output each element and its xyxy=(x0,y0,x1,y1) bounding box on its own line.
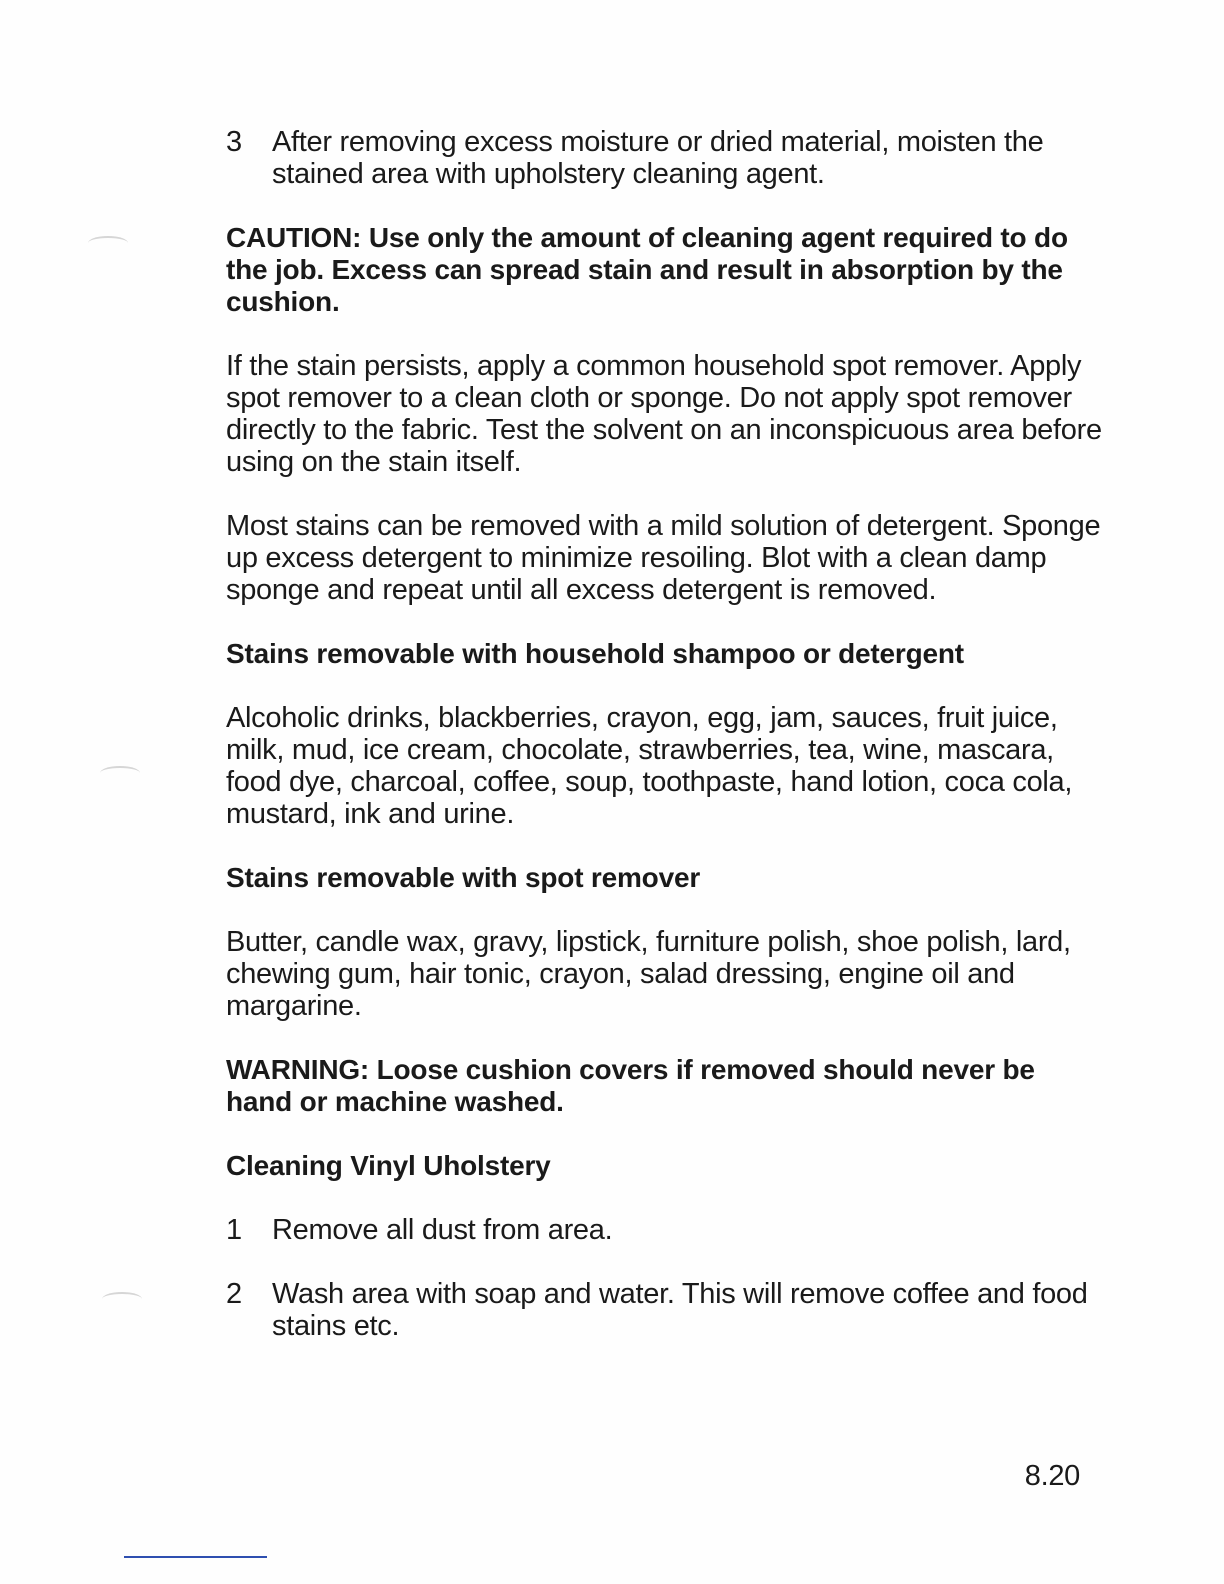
page-number: 8.20 xyxy=(1024,1460,1080,1492)
detergent-paragraph: Most stains can be removed with a mild solution of detergent. Sponge up excess detergent to minimize resoiling. Blot with a clean damp sponge and repeat until all excess detergent is removed. xyxy=(226,510,1101,606)
vinyl-heading: Cleaning Vinyl Uholstery xyxy=(226,1150,551,1181)
spot-remover-heading: Stains removable with spot remover xyxy=(226,862,701,893)
document-body xyxy=(226,126,1106,1342)
step-number: 1 xyxy=(226,1214,242,1246)
shampoo-stain-list: Alcoholic drinks, blackberries, crayon, egg, jam, sauces, fruit juice, milk, mud, ice cream, chocolate, strawberries, tea, wine, mascara, food dye, charcoal, coffee, soup, toothpaste, hand lotion, coca cola, mustard, ink and urine. xyxy=(226,702,1073,830)
step-text: Wash area with soap and water. This will remove coffee and food stains etc. xyxy=(272,1278,1088,1342)
spot-remover-paragraph: If the stain persists, apply a common household spot remover. Apply spot remover to a clean cloth or sponge. Do not apply spot remover directly to the fabric. Test the solvent on an inconspicuous area before using on the stain itself. xyxy=(226,350,1102,478)
shampoo-heading: Stains removable with household shampoo or detergent xyxy=(226,638,964,669)
spot-remover-stain-list: Butter, candle wax, gravy, lipstick, furniture polish, shoe polish, lard, chewing gum, hair tonic, crayon, salad dressing, engine oil and margarine. xyxy=(226,926,1071,1022)
step-number: 3 xyxy=(226,126,242,158)
step-item xyxy=(226,1278,1106,1342)
punch-hole-mark xyxy=(88,236,128,250)
punch-hole-mark xyxy=(102,1292,142,1306)
warning-notice: WARNING: Loose cushion covers if removed should never be hand or machine washed. xyxy=(226,1054,1035,1117)
step-number: 2 xyxy=(226,1278,242,1310)
step-item xyxy=(226,1214,1106,1246)
footer-rule xyxy=(124,1556,267,1558)
step-item xyxy=(226,126,1106,190)
punch-hole-mark xyxy=(100,766,140,780)
step-text: Remove all dust from area. xyxy=(272,1214,613,1246)
step-text: After removing excess moisture or dried material, moisten the stained area with upholstery cleaning agent. xyxy=(272,126,1044,190)
caution-notice: CAUTION: Use only the amount of cleaning agent required to do the job. Excess can spread stain and result in absorption by the cushion. xyxy=(226,222,1068,317)
